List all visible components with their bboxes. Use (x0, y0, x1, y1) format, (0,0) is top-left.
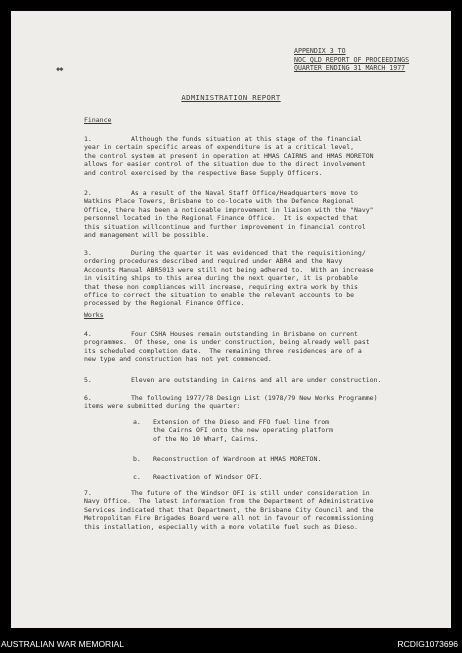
document-page (11, 11, 451, 628)
paragraph-3: 3. During the quarter it was evidenced that the requisitioning/ ordering procedures described and required under ABR4 and the Navy Accounts Manual ABR5013 were still not being adhered to. With an increase in visiting ships to this area during the next quarter, it is probable that these non compliances will increase, requiring extra work by this office to correct the situation to enable the relevant accounts to be processed by the Regional Finance Office. (84, 249, 374, 308)
finance-heading: Finance (84, 116, 112, 124)
works-heading: Works (84, 311, 104, 319)
appendix-header (294, 47, 444, 73)
sub-item-b: b. Reconstruction of Wardroom at HMAS MORETON. (133, 455, 322, 463)
header-line-2: NOC QLD REPORT OF PROCEEDINGS (294, 55, 410, 64)
header-line-3: QUARTER ENDING 31 MARCH 1977 (294, 64, 406, 72)
sub-item-c: c. Reactivation of Windsor OFI. (133, 473, 263, 481)
punch-hole-marks: ◆◆ (56, 65, 63, 73)
document-title: ADMINISTRATION REPORT (181, 93, 281, 102)
sub-item-label: a. (133, 418, 141, 426)
archive-footer (0, 637, 462, 653)
header-line-1: APPENDIX 3 TO (294, 47, 346, 55)
footer-record-id: RCDIG1073696 (397, 639, 458, 649)
paragraph-5: 5. Eleven are outstanding in Cairns and all are under construction. (84, 376, 382, 384)
sub-item-label: b. (133, 455, 141, 463)
paragraph-2: 2. As a result of the Naval Staff Office/Headquarters move to Watkins Place Towers, Brisbane to co-locate with the Defence Regional Office, there has been a noticeable improvement in liaison with the "Navy" personnel located in the Regional Finance Office. It is expected that this situation willcontinue and further improvement in financial control and management will be possible. (84, 189, 374, 240)
paragraph-7: 7. The future of the Windsor OFI is still under consideration in Navy Office. The latest information from the Department of Administrative Services indicated that that Department, the Brisbane City Council and the Metropolitan Fire Brigades Board were all not in favour of recommissioning this installation, especially with a more volatile fuel such as Dieso. (84, 489, 374, 531)
sub-item-a: a. Extension of the Dieso and FFO fuel line from the Cairns OFI onto the new operating platform of the No 10 Wharf, Cairns. (133, 418, 334, 443)
paragraph-1: 1. Although the funds situation at this stage of the financial year in certain specific areas of expenditure is at a critical level, the control system at present in operation at HMAS CAIRNS and HMAS MORETON allows for easier control of the situation due to the direct involvement and control exercised by the respective Base Supply Officers. (84, 135, 374, 177)
footer-institution: AUSTRALIAN WAR MEMORIAL (1, 639, 124, 649)
paragraph-4: 4. Four CSHA Houses remain outstanding in Brisbane on current programmes. Of these, one is under construction, being already well past its scheduled completion date. The remaining three residences are of a new type and construction has not yet commenced. (84, 330, 370, 364)
sub-item-label: c. (133, 473, 141, 481)
paragraph-6: 6. The following 1977/78 Design List (1978/79 New Works Programme) items were submitted during the quarter: (84, 394, 378, 411)
